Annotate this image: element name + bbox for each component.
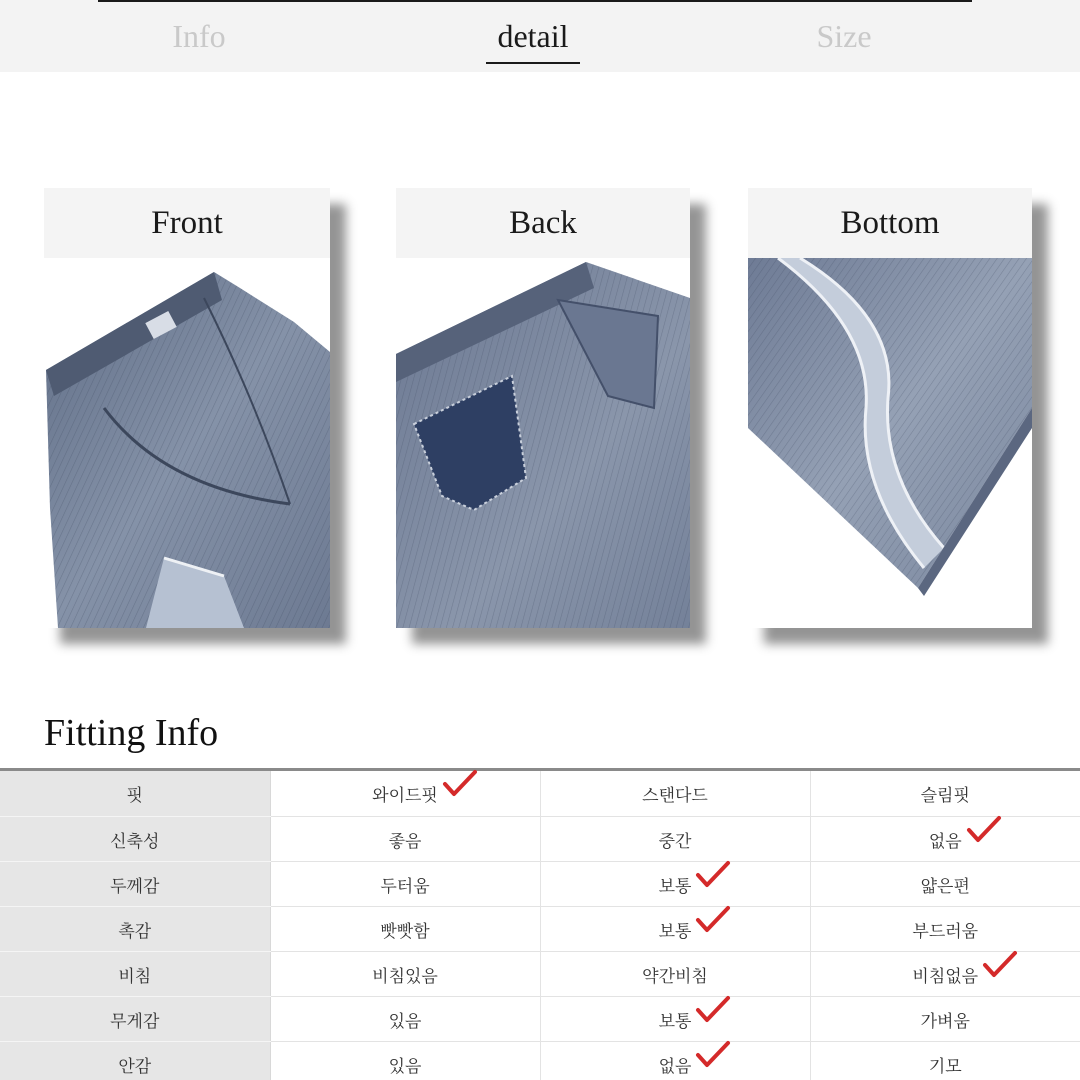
checkmark-icon (695, 995, 731, 1025)
row-label: 신축성 (0, 817, 270, 862)
option-label: 비침있음 (372, 966, 438, 987)
option-cell (270, 862, 540, 907)
table-row (0, 862, 1080, 907)
checkmark-icon (695, 1040, 731, 1070)
option-label: 기모 (928, 1056, 962, 1077)
option-cell (810, 1042, 1080, 1080)
option-cell (810, 997, 1080, 1042)
tab-bar (0, 0, 1080, 72)
row-label: 두께감 (0, 862, 270, 907)
option-cell (810, 862, 1080, 907)
jeans-front-photo (44, 258, 330, 628)
option-cell (540, 770, 810, 817)
option-label: 중간 (658, 831, 692, 852)
table-row (0, 997, 1080, 1042)
option-label: 보통 (658, 921, 692, 942)
detail-card-back (396, 188, 690, 628)
card-title: Bottom (748, 188, 1032, 258)
option-label: 있음 (388, 1011, 422, 1032)
option-cell (810, 952, 1080, 997)
fitting-info-table (0, 768, 1080, 1080)
option-label: 없음 (928, 831, 962, 852)
top-divider (98, 0, 972, 2)
option-cell (540, 997, 810, 1042)
checkmark-icon (442, 769, 478, 799)
option-label: 와이드핏 (372, 786, 438, 806)
option-label: 보통 (658, 876, 692, 897)
table-row (0, 907, 1080, 952)
option-label: 보통 (658, 1011, 692, 1032)
jeans-bottom-photo (748, 258, 1032, 628)
option-cell (540, 907, 810, 952)
option-label: 가벼움 (920, 1011, 970, 1032)
checkmark-icon (695, 860, 731, 890)
tab-size[interactable]: Size (816, 18, 872, 54)
table-row (0, 817, 1080, 862)
checkmark-icon (966, 815, 1002, 845)
option-cell (270, 817, 540, 862)
fitting-info-title: Fitting Info (44, 712, 219, 754)
detail-card-front (44, 188, 330, 628)
jeans-back-photo (396, 258, 690, 628)
option-label: 빳빳함 (380, 921, 430, 942)
row-label: 무게감 (0, 997, 270, 1042)
option-label: 비침없음 (912, 966, 979, 987)
option-cell (810, 907, 1080, 952)
row-label: 핏 (0, 770, 270, 817)
option-label: 얇은편 (920, 876, 970, 897)
option-cell (270, 952, 540, 997)
option-cell (540, 1042, 810, 1080)
option-label: 없음 (658, 1056, 692, 1077)
option-cell (540, 817, 810, 862)
row-label: 안감 (0, 1042, 270, 1080)
option-label: 스탠다드 (642, 786, 708, 806)
card-title: Front (44, 188, 330, 258)
option-cell (270, 907, 540, 952)
detail-card-bottom (748, 188, 1032, 628)
option-cell (270, 1042, 540, 1080)
checkmark-icon (982, 950, 1018, 980)
option-cell (270, 770, 540, 817)
option-label: 두터움 (380, 876, 430, 897)
option-cell (540, 952, 810, 997)
checkmark-icon (695, 905, 731, 935)
option-cell (810, 770, 1080, 817)
option-label: 있음 (388, 1056, 422, 1077)
option-label: 좋음 (388, 831, 422, 852)
option-cell (270, 997, 540, 1042)
table-row (0, 770, 1080, 817)
table-row (0, 952, 1080, 997)
row-label: 비침 (0, 952, 270, 997)
option-cell (540, 862, 810, 907)
card-title: Back (396, 188, 690, 258)
row-label: 촉감 (0, 907, 270, 952)
table-row (0, 1042, 1080, 1080)
active-tab-indicator (486, 62, 580, 64)
tab-info[interactable]: Info (172, 18, 226, 54)
option-label: 슬림핏 (920, 786, 970, 806)
option-cell (810, 817, 1080, 862)
tab-detail[interactable]: detail (497, 18, 569, 54)
option-label: 부드러움 (912, 921, 979, 942)
option-label: 약간비침 (642, 966, 708, 987)
